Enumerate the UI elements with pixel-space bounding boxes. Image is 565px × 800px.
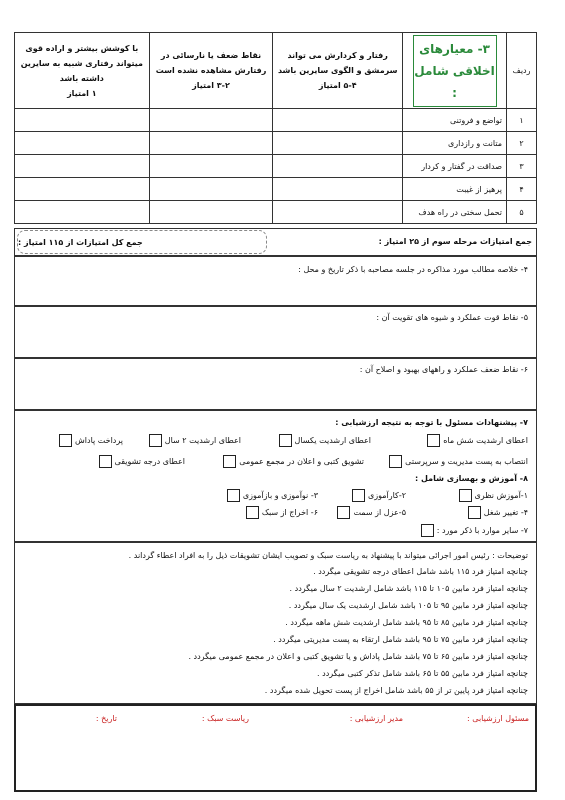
score-cell[interactable] [15,109,150,132]
checkbox[interactable] [427,434,440,447]
score-cell[interactable] [15,178,150,201]
note-line: چنانچه امتیاز فرد مابین ۵۵ تا ۶۵ باشد شامل تذکر کتبی میگردد . [317,669,528,678]
section-7-title: ۷- پیشنهادات مسئول با توجه به نتیجه ارزشیابی : [335,418,528,427]
col-no-weakness [149,33,273,109]
checkbox[interactable] [352,489,365,502]
evaluation-form [14,32,537,792]
manager-signature-label: مدیر ارزشیابی : [349,714,403,723]
checkbox[interactable] [421,524,434,537]
section-5-label: ۵- نقاط قوت عملکرد و شیوه های تقویت آن : [376,313,528,322]
moral-criteria-table [14,32,537,224]
checkbox[interactable] [59,434,72,447]
table-row [15,201,537,224]
note-line: چنانچه امتیاز فرد مابین ۷۵ تا ۹۵ باشد شامل ارتقاء به پست مدیریتی میگردد . [273,635,528,644]
score-cell[interactable] [273,109,403,132]
checkbox[interactable] [468,506,481,519]
col-criteria [403,33,507,109]
col-model-behavior [273,33,403,109]
col-c-score: ۱ امتیاز [67,88,97,98]
table-row [15,178,537,201]
note-line: چنانچه امتیاز فرد مابین ۸۵ تا ۹۵ باشد شامل ارشدیت شش ماهه میگردد . [285,618,528,627]
score-cell[interactable] [149,109,273,132]
score-summary-row [14,228,537,256]
notes-section [14,542,537,704]
score-cell[interactable] [273,155,403,178]
score-cell[interactable] [15,155,150,178]
note-line: چنانچه امتیاز فرد مابین ۱۰۵ تا ۱۱۵ باشد شامل ارشدیت ۲ سال میگردد . [289,584,528,593]
option-management-post[interactable]: انتصاب به پست مدیریت و سرپرستی [389,455,528,468]
table-row [15,109,537,132]
checkbox[interactable] [227,489,240,502]
checkbox[interactable] [246,506,259,519]
row-number: ۲ [507,132,537,155]
criteria-name: متانت و رازداری [403,132,507,155]
note-line: توضیحات : رئیس امور اجرائی میتواند با پیشنهاد به ریاست سبک و تصویب ایشان تشویقات ذیل را به افراد اعطاء گرداند . [128,551,528,560]
score-cell[interactable] [149,132,273,155]
note-line: چنانچه امتیاز فرد مابین ۶۵ تا ۷۵ باشد شامل پاداش و یا تشویق کتبی و اعلان در مجمع عمومی میگردد . [188,652,528,661]
note-line: چنانچه امتیاز فرد پایین تر از ۵۵ باشد شامل اخراج از پست تحویل شده میگردد . [264,686,528,695]
criteria-name: تواضع و فروتنی [403,109,507,132]
criteria-name: پرهیز از غیبت [403,178,507,201]
option-dismissal-post[interactable]: ۵-عزل از سمت [337,506,406,519]
criteria-title: ۳- معیارهای اخلاقی شامل : [414,41,495,100]
section-8-title: ۸- آموزش و بهسازی شامل : [415,474,528,483]
checkbox[interactable] [223,455,236,468]
option-seniority-6m[interactable]: اعطای ارشدیت شش ماه [427,434,528,447]
col-c-text: با کوشش بیشتر و اراده قوی میتواند رفتاری شبیه به سایرین داشته باشد [20,43,143,83]
row-number: ۵ [507,201,537,224]
col-a-score: ۵-۴ امتیاز [318,81,357,90]
section-6-label: ۶- نقاط ضعف عملکرد و راههای بهبود و اصلاح آن : [359,365,528,374]
checkbox[interactable] [99,455,112,468]
score-cell[interactable] [149,201,273,224]
option-job-change[interactable]: ۴- تغییر شغل [468,506,528,519]
total-score-label: جمع کل امتیازات از ۱۱۵ امتیاز : [18,237,143,247]
option-theory-training[interactable]: ۱-آموزش نظری [459,489,528,502]
score-cell[interactable] [273,132,403,155]
score-cell[interactable] [273,178,403,201]
option-seniority-1y[interactable]: اعطای ارشدیت یکسال [279,434,371,447]
score-cell[interactable] [149,178,273,201]
option-written-praise[interactable]: تشویق کتبی و اعلان در مجمع عمومی [223,455,364,468]
stage3-score-label: جمع امتیازات مرحله سوم از ۲۵ امتیاز : [378,237,532,246]
col-b-text: نقاط ضعف یا نارسائی در رفتارش مشاهده نشده است [155,51,267,75]
checkbox[interactable] [337,506,350,519]
col-b-score: ۳-۲ امتیاز [192,81,230,90]
table-row [15,155,537,178]
section-weaknesses[interactable] [14,358,537,410]
section-recommendations [14,410,537,542]
score-cell[interactable] [15,132,150,155]
checkbox[interactable] [149,434,162,447]
total-score-box[interactable] [17,230,267,254]
section-4-label: ۴- خلاصه مطالب مورد مذاکره در جلسه مصاحبه با ذکر تاریخ و محل : [298,265,528,274]
option-bonus[interactable]: پرداخت پاداش [59,434,123,447]
criteria-name: تحمل سختی در راه هدف [403,201,507,224]
evaluator-signature-label: مسئول ارزشیابی : [467,714,529,723]
section-strengths[interactable] [14,306,537,358]
checkbox[interactable] [389,455,402,468]
option-retraining[interactable]: ۳- نوآموزی و بازآموزی [227,489,318,502]
option-expulsion[interactable]: ۶- اخراج از سبک [246,506,318,519]
option-honorary-grade[interactable]: اعطای درجه تشویقی [99,455,185,468]
checkbox[interactable] [459,489,472,502]
option-internship[interactable]: ۲-کارآموزی [352,489,406,502]
score-cell[interactable] [15,201,150,224]
row-number: ۴ [507,178,537,201]
section-interview-summary[interactable] [14,256,537,306]
col-a-text: رفتار و کردارش می تواند سرمشق و الگوی سایرین باشد [277,51,398,75]
col-needs-effort [15,33,150,109]
criteria-name: صداقت در گفتار و کردار [403,155,507,178]
option-other[interactable]: ۷- سایر موارد با ذکر مورد : [421,524,528,537]
score-cell[interactable] [149,155,273,178]
note-line: چنانچه امتیاز فرد مابین ۹۵ تا ۱۰۵ باشد شامل ارشدیت یک سال میگردد . [288,601,528,610]
score-cell[interactable] [273,201,403,224]
col-row-number: ردیف [507,33,537,109]
head-signature-label: ریاست سبک : [201,714,249,723]
table-row [15,132,537,155]
note-line: چنانچه امتیاز فرد ۱۱۵ باشد شامل اعطای درجه تشویقی میگردد . [313,567,528,576]
option-seniority-2y[interactable]: اعطای ارشدیت ۲ سال [149,434,241,447]
row-number: ۳ [507,155,537,178]
date-label: تاریخ : [95,714,117,723]
row-number: ۱ [507,109,537,132]
signature-area [14,704,537,792]
checkbox[interactable] [279,434,292,447]
